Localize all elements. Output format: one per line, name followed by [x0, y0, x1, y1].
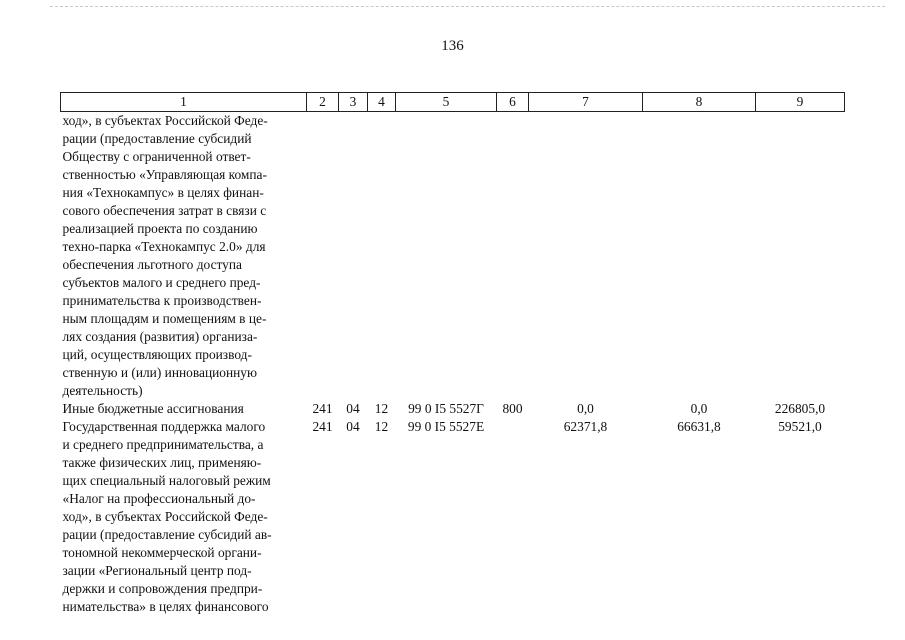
cell-amount: 66631,8 [677, 419, 721, 434]
column-header: 2 [307, 93, 339, 112]
row-description: Иные бюджетные ассигнования [62, 401, 244, 416]
column-header: 3 [339, 93, 368, 112]
budget-table [60, 92, 845, 616]
table-row [61, 400, 845, 418]
table-header-row [61, 93, 845, 112]
cell-expense-type [497, 112, 529, 401]
column-header: 9 [756, 93, 845, 112]
cell-subsection: 04 [346, 401, 360, 416]
column-header: 6 [497, 93, 529, 112]
page-number: 136 [441, 38, 464, 54]
cell-amount [529, 112, 643, 401]
column-header: 4 [368, 93, 396, 112]
table-row [61, 112, 845, 401]
column-header: 8 [643, 93, 756, 112]
cell-section: 241 [312, 419, 333, 434]
cell-amount [643, 112, 756, 401]
scan-edge-line [50, 6, 885, 7]
cell-amount: 59521,0 [778, 419, 822, 434]
row-description: Государственная поддержка малого и среднего предпринимательства, а также физических лиц, применяю- щих специальный налоговый режим «Налог на профессиональный до- ход», в субъектах Российской Феде- рации (предоставление субсидий ав- тономной некоммерческой органи- зации «Региональный центр под- держки и сопровождения предпри- нимательства» в целях финансового [62, 419, 272, 614]
column-header: 7 [529, 93, 643, 112]
cell-subsection: 04 [346, 419, 360, 434]
row-description: ход», в субъектах Российской Феде- рации (предоставление субсидий Обществу с ограниченной ответ- ственностью «Управляющая компа- ния «Технокампус» в целях финан- сового обеспечения затрат в связи с реализацией проекта по созданию техно-парка «Технокампус 2.0» для обеспечения льготного доступа субъектов малого и среднего пред- принимательства к производствен- ным площадям и помещениям в це- лях создания (развития) организа- ций, осуществляющих производ- ственную и (или) инновационную деятельность) [62, 113, 268, 398]
cell-section [307, 112, 339, 401]
cell-target-code: 99 0 I5 5527Е [407, 419, 485, 434]
cell-expense-type: 800 [502, 401, 523, 416]
cell-item: 12 [374, 419, 389, 434]
cell-amount [756, 112, 845, 401]
cell-amount: 0,0 [690, 401, 708, 416]
table-row [61, 418, 845, 616]
cell-amount: 62371,8 [563, 419, 608, 434]
cell-item [368, 112, 396, 401]
cell-amount: 226805,0 [774, 401, 826, 416]
cell-amount: 0,0 [577, 401, 594, 416]
cell-subsection [339, 112, 368, 401]
cell-target-code [396, 112, 497, 401]
column-header: 5 [396, 93, 497, 112]
cell-target-code: 99 0 I5 5527Г [408, 401, 484, 416]
column-header: 1 [61, 93, 307, 112]
cell-expense-type [497, 418, 529, 616]
cell-section: 241 [312, 401, 333, 416]
cell-item: 12 [374, 401, 389, 416]
